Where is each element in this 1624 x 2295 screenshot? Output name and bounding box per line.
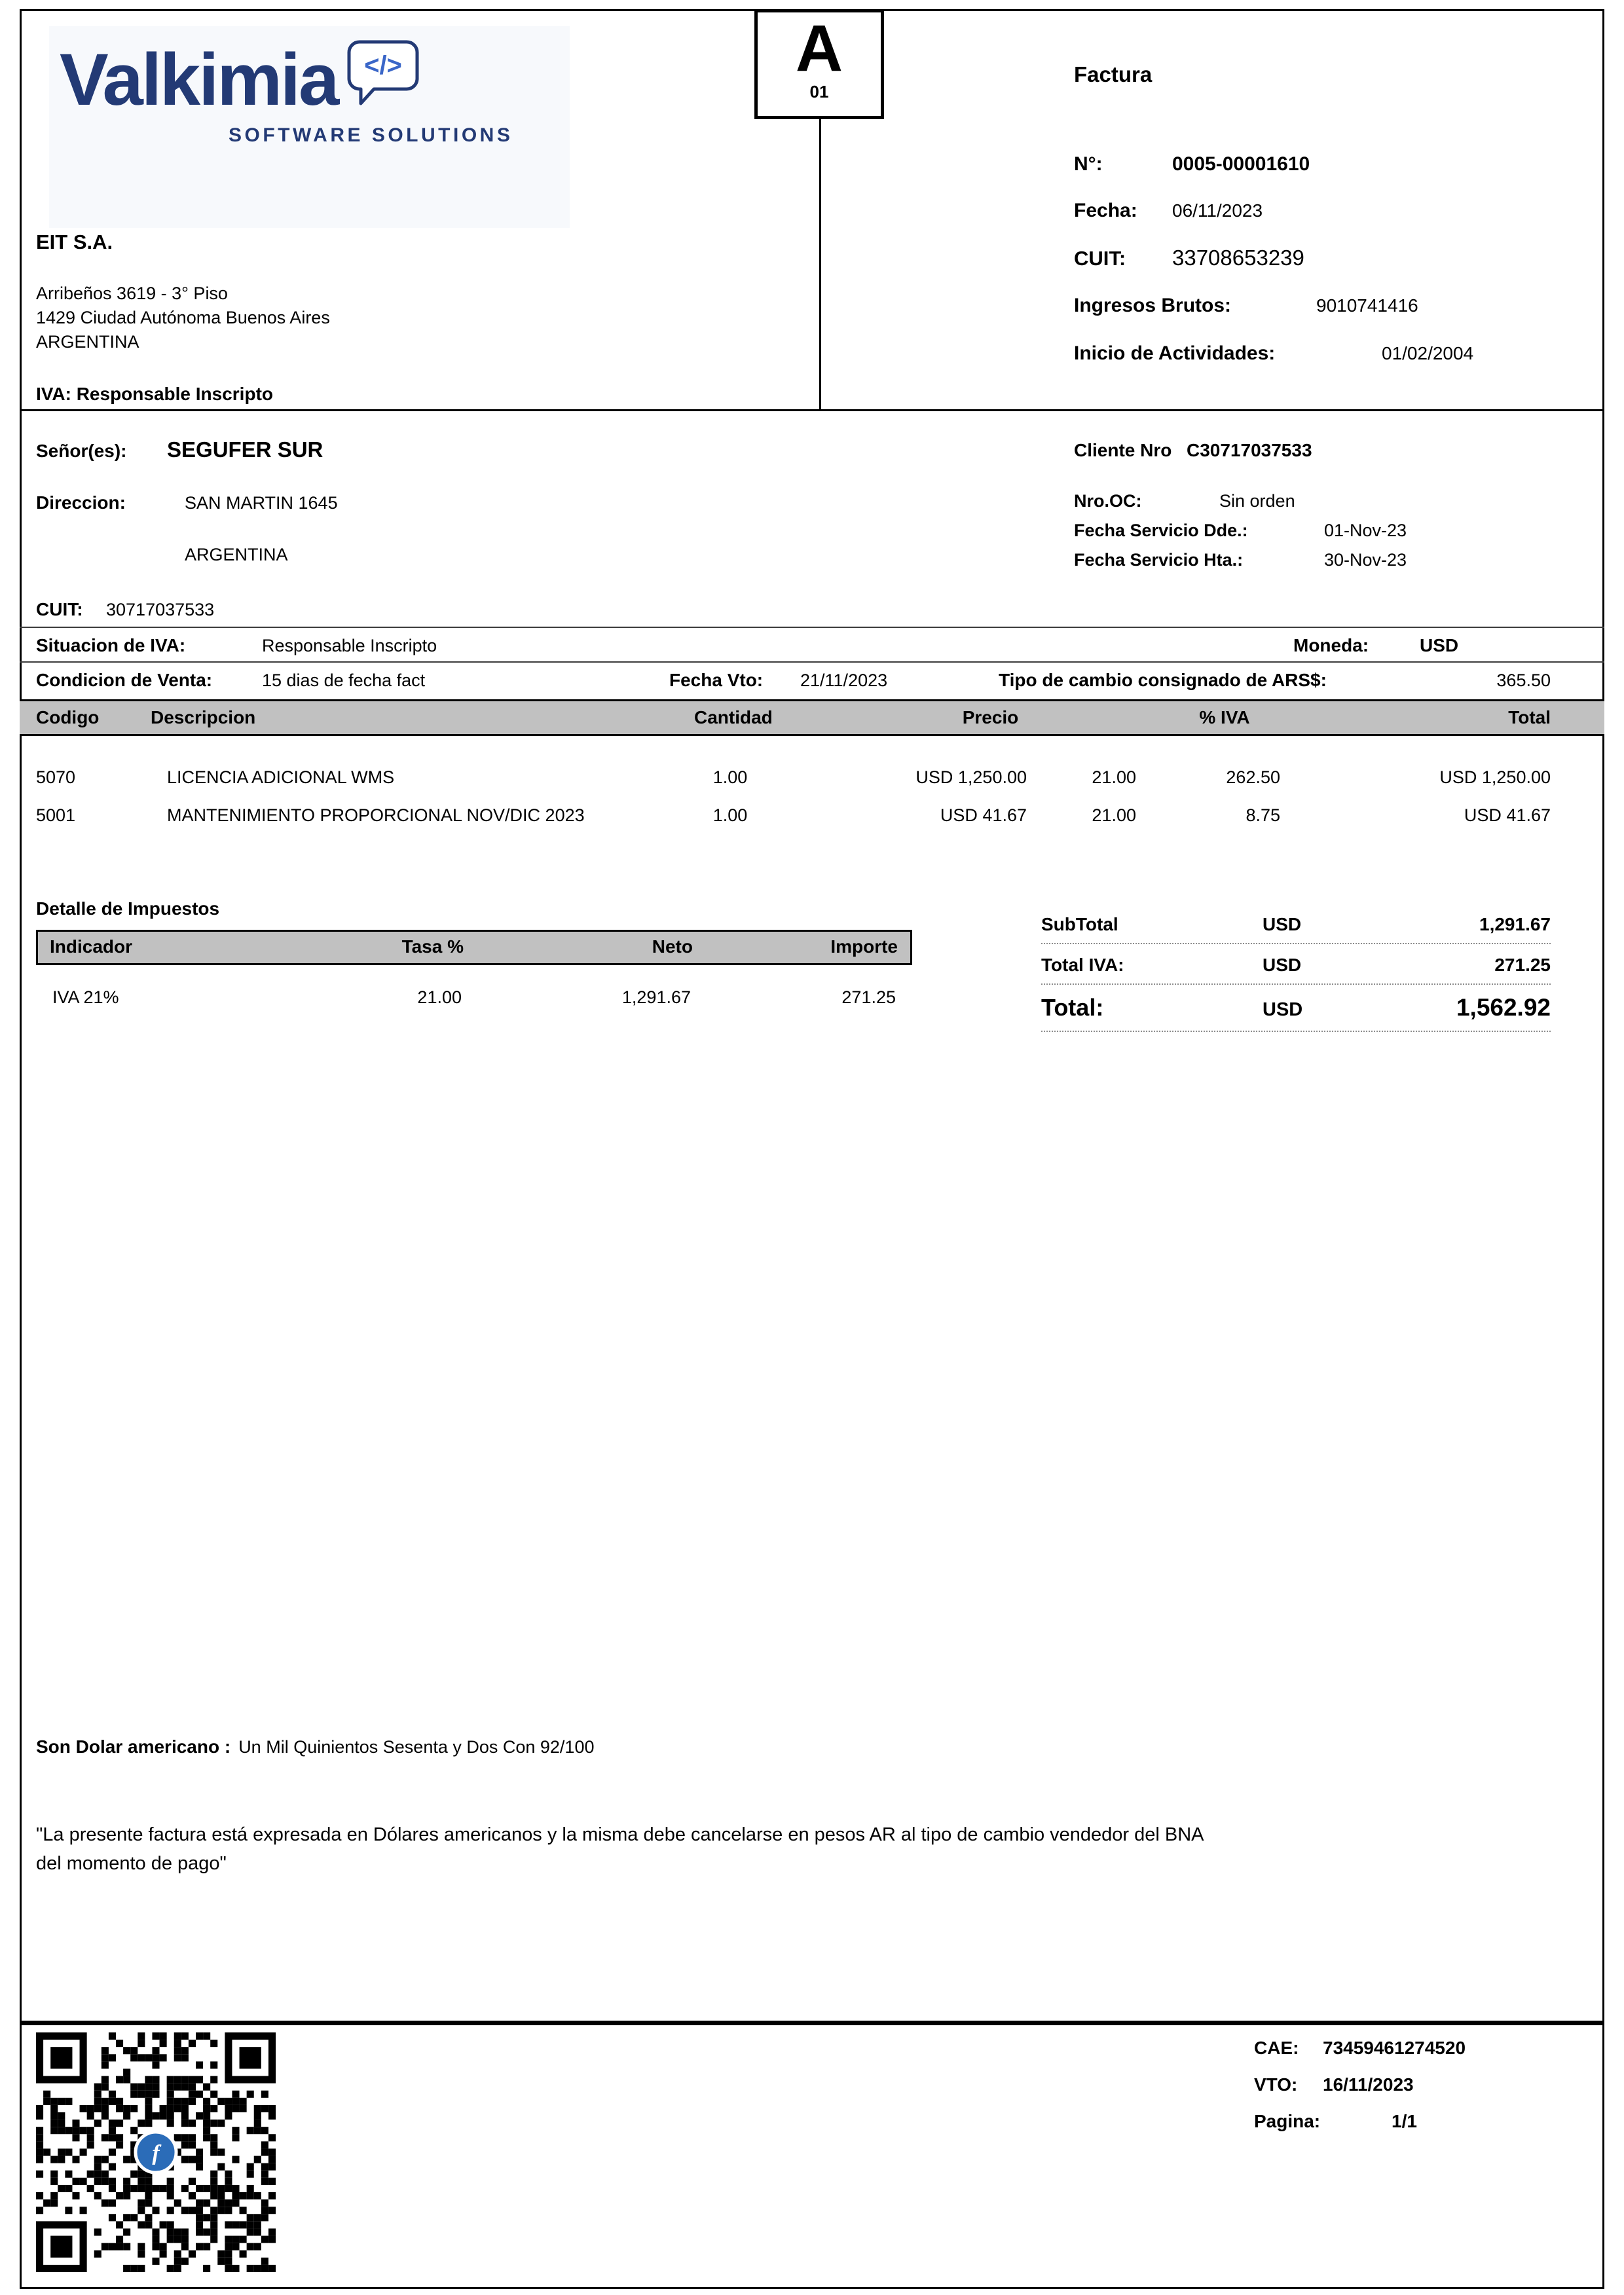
due-date-row: [669, 670, 887, 691]
item-codigo: 5070: [36, 767, 76, 787]
item-total: USD 41.67: [1464, 805, 1551, 825]
total-iva-value: 271.25: [1494, 955, 1551, 975]
client-number: C30717037533: [1187, 440, 1312, 460]
item-descripcion: MANTENIMIENTO PROPORCIONAL NOV/DIC 2023: [167, 805, 585, 825]
page-number-row: [1254, 2111, 1417, 2132]
gross-income: 9010741416: [1316, 295, 1418, 316]
tax-indicador: IVA 21%: [52, 987, 119, 1007]
doc-type-title: Factura: [1074, 62, 1153, 86]
legal-note: "La presente factura está expresada en Dólares americanos y la misma debe cancelarse en pesos AR al tipo de cambio vendedor del BNA del momento de pago": [36, 1824, 1203, 1874]
emitter-cuit-label: CUIT:: [1074, 247, 1126, 270]
client-number-row: [1074, 440, 1312, 461]
service-to-row: [1074, 550, 1407, 570]
tax-header-importe: Importe: [830, 936, 898, 957]
total-row: [1041, 994, 1551, 1032]
item-iva-amount: 262.50: [1226, 767, 1280, 787]
items-header-iva: % IVA: [1199, 707, 1250, 727]
emitter-address-line1: Arribeños 3619 - 3° Piso: [36, 284, 228, 303]
subtotal-value: 1,291.67: [1479, 914, 1551, 934]
subtotal-row: [1041, 914, 1551, 944]
tax-neto: 1,291.67: [621, 987, 691, 1007]
cae-vto-row: [1254, 2074, 1414, 2095]
client-cuit: 30717037533: [106, 600, 215, 619]
header-bottom-rule: [20, 409, 1604, 411]
items-header-cantidad: Cantidad: [694, 707, 773, 727]
total-value: 1,562.92: [1456, 994, 1551, 1021]
logo-wordmark: Valkimia: [60, 39, 338, 120]
item-iva-amount: 8.75: [1246, 805, 1280, 825]
due-date-label: Fecha Vto:: [669, 670, 764, 690]
client-section-rule-1: [20, 627, 1604, 628]
tax-importe: 271.25: [841, 987, 896, 1007]
code-bubble-icon: [344, 38, 421, 115]
exchange-rate-row: [999, 670, 1551, 691]
logo-row: [60, 39, 570, 120]
invoice-date-row: [1074, 200, 1263, 222]
service-from-row: [1074, 521, 1407, 541]
emitter-iva-condition: IVA: Responsable Inscripto: [36, 384, 273, 404]
header-divider: [819, 118, 821, 411]
emitter-cuit-row: [1074, 246, 1304, 270]
svg-text:</>: </>: [364, 51, 403, 80]
client-number-label: Cliente Nro: [1074, 440, 1172, 460]
item-iva-pct: 21.00: [1092, 805, 1136, 825]
cae-value: 73459461274520: [1323, 2038, 1466, 2058]
emitter-address-line2: 1429 Ciudad Autónoma Buenos Aires: [36, 308, 330, 327]
cae-vto-label: VTO:: [1254, 2074, 1298, 2095]
invoice-number: 0005-00001610: [1172, 153, 1310, 175]
purchase-order-row: [1074, 491, 1295, 511]
gross-income-row: [1074, 295, 1418, 317]
page-number-label: Pagina:: [1254, 2111, 1321, 2131]
invoice-number-row: [1074, 153, 1310, 175]
emitter-address-line3: ARGENTINA: [36, 332, 139, 352]
client-address-label: Direccion:: [36, 492, 126, 513]
cae-label: CAE:: [1254, 2038, 1299, 2058]
item-precio: USD 41.67: [940, 805, 1027, 825]
items-header-descripcion: Descripcion: [151, 707, 256, 727]
invoice-letter-box: [754, 9, 884, 119]
sale-condition-row: [36, 670, 425, 691]
client-section-rule-2: [20, 661, 1604, 663]
item-codigo: 5001: [36, 805, 76, 825]
subtotal-currency: USD: [1263, 914, 1302, 934]
client-address: SAN MARTIN 1645: [185, 493, 338, 513]
subtotal-label: SubTotal: [1041, 914, 1118, 934]
sale-condition-label: Condicion de Venta:: [36, 670, 213, 690]
total-label: Total:: [1041, 994, 1104, 1021]
service-to: 30-Nov-23: [1324, 550, 1407, 570]
total-currency: USD: [1263, 999, 1303, 1020]
item-total: USD 1,250.00: [1439, 767, 1551, 787]
tax-header-indicador: Indicador: [50, 936, 133, 957]
purchase-order: Sin orden: [1219, 491, 1295, 511]
page-number-value: 1/1: [1392, 2111, 1417, 2131]
currency-row: [1293, 635, 1458, 656]
invoice-number-label: N°:: [1074, 153, 1103, 175]
client-country: ARGENTINA: [185, 545, 288, 564]
item-row: [20, 767, 1604, 794]
activity-start-label: Inicio de Actividades:: [1074, 342, 1276, 364]
company-logo-card: [49, 26, 570, 228]
item-descripcion: LICENCIA ADICIONAL WMS: [167, 767, 395, 787]
iva-situation-label: Situacion de IVA:: [36, 635, 186, 655]
footer-rule: [20, 2021, 1604, 2025]
tax-detail-title: Detalle de Impuestos: [36, 898, 220, 919]
amount-in-words-label: Son Dolar americano :: [36, 1736, 231, 1757]
item-cantidad: 1.00: [712, 805, 748, 825]
tax-row: [36, 987, 912, 1014]
item-precio: USD 1,250.00: [915, 767, 1027, 787]
amount-in-words: Un Mil Quinientos Sesenta y Dos Con 92/100: [238, 1737, 595, 1757]
client-address-row: [36, 492, 338, 513]
items-table-header: [20, 699, 1604, 736]
tax-header-tasa: Tasa %: [401, 936, 464, 957]
purchase-order-label: Nro.OC:: [1074, 491, 1142, 511]
total-iva-row: [1041, 955, 1551, 985]
currency: USD: [1420, 635, 1459, 655]
invoice-date-label: Fecha:: [1074, 200, 1137, 221]
cae-row: [1254, 2038, 1466, 2059]
iva-situation-row: [36, 635, 437, 656]
item-row: [20, 805, 1604, 832]
logo-tagline: SOFTWARE SOLUTIONS: [229, 124, 513, 146]
exchange-rate: 365.50: [1496, 670, 1551, 690]
client-cuit-row: [36, 599, 214, 620]
activity-start: 01/02/2004: [1382, 343, 1474, 363]
items-header-total: Total: [1508, 707, 1551, 727]
client-cuit-label: CUIT:: [36, 599, 83, 619]
iva-situation: Responsable Inscripto: [262, 636, 437, 655]
tax-header-neto: Neto: [652, 936, 693, 957]
emitter-cuit: 33708653239: [1172, 246, 1304, 270]
client-name-label: Señor(es):: [36, 441, 127, 461]
client-name-row: [36, 437, 323, 462]
tax-table-header: [36, 930, 912, 965]
total-iva-label: Total IVA:: [1041, 955, 1124, 975]
items-header-precio: Precio: [962, 707, 1019, 727]
amount-in-words-row: [36, 1736, 594, 1757]
item-cantidad: 1.00: [712, 767, 748, 787]
service-to-label: Fecha Servicio Hta.:: [1074, 550, 1244, 570]
item-iva-pct: 21.00: [1092, 767, 1136, 787]
qr-code: [36, 2032, 276, 2272]
emitter-address: [36, 282, 330, 354]
gross-income-label: Ingresos Brutos:: [1074, 295, 1232, 316]
total-iva-currency: USD: [1263, 955, 1302, 975]
emitter-name: EIT S.A.: [36, 230, 113, 253]
invoice-letter-code: 01: [809, 82, 829, 101]
svg-text:f: f: [152, 2141, 160, 2165]
sale-condition: 15 dias de fecha fact: [262, 670, 426, 690]
invoice-date: 06/11/2023: [1172, 200, 1263, 221]
service-from-label: Fecha Servicio Dde.:: [1074, 521, 1248, 540]
cae-vto-value: 16/11/2023: [1323, 2074, 1414, 2095]
tax-tasa: 21.00: [417, 987, 462, 1007]
exchange-rate-label: Tipo de cambio consignado de ARS$:: [999, 670, 1327, 690]
currency-label: Moneda:: [1293, 635, 1369, 655]
client-name: SEGUFER SUR: [167, 437, 323, 462]
service-from: 01-Nov-23: [1324, 521, 1407, 540]
activity-start-row: [1074, 342, 1473, 365]
invoice-letter: A: [795, 12, 843, 85]
due-date: 21/11/2023: [800, 670, 888, 690]
items-header-codigo: Codigo: [36, 707, 100, 727]
